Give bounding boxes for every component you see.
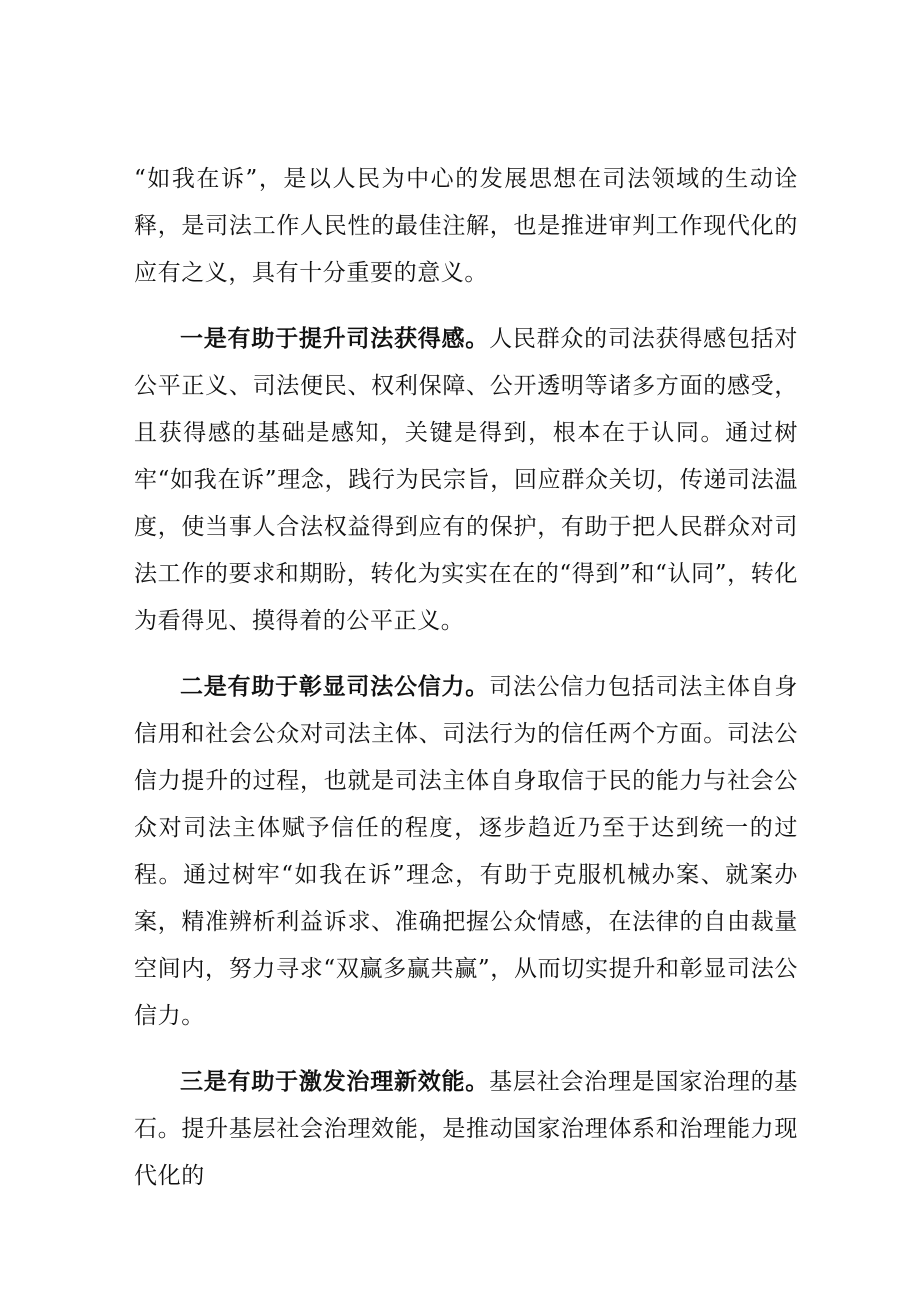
paragraph-text: 人民群众的司法获得感包括对公平正义、司法便民、权利保障、公开透明等诸多方面的感受，且获得感的基础是感知，关键是得到，根本在于认同。通过树牢“如我在诉”理念，践行为民宗旨，回应群众关切，传递司法温度，使当事人合法权益得到应有的保护，有助于把人民群众对司法工作的要求和期盼，转化为实实在在的“得到”和“认同”，转化为看得见、摸得着的公平正义。 <box>134 326 798 634</box>
paragraph-point-three <box>134 1058 798 1200</box>
paragraph-point-one <box>134 315 798 645</box>
paragraph-text: 基层社会治理是国家治理的基石。提升基层社会治理效能，是推动国家治理体系和治理能力现代化的 <box>134 1069 798 1189</box>
document-page <box>134 156 798 1218</box>
paragraph-lead: 二是有助于彰显司法公信力。 <box>180 673 490 700</box>
paragraph-intro <box>134 156 798 297</box>
paragraph-text: 司法公信力包括司法主体自身信用和社会公众对司法主体、司法行为的信任两个方面。司法公信力提升的过程，也就是司法主体自身取信于民的能力与社会公众对司法主体赋予信任的程度，逐步趋近乃至于达到统一的过程。通过树牢“如我在诉”理念，有助于克服机械办案、就案办案，精准辨析利益诉求、准确把握公众情感，在法律的自由裁量空间内，努力寻求“双赢多赢共赢”，从而切实提升和彰显司法公信力。 <box>134 674 798 1029</box>
paragraph-point-two <box>134 663 798 1040</box>
paragraph-lead: 一是有助于提升司法获得感。 <box>180 325 490 352</box>
paragraph-lead: 三是有助于激发治理新效能。 <box>180 1068 490 1095</box>
paragraph-text: “如我在诉”，是以人民为中心的发展思想在司法领域的生动诠释，是司法工作人民性的最佳注解，也是推进审判工作现代化的应有之义，具有十分重要的意义。 <box>134 166 798 286</box>
